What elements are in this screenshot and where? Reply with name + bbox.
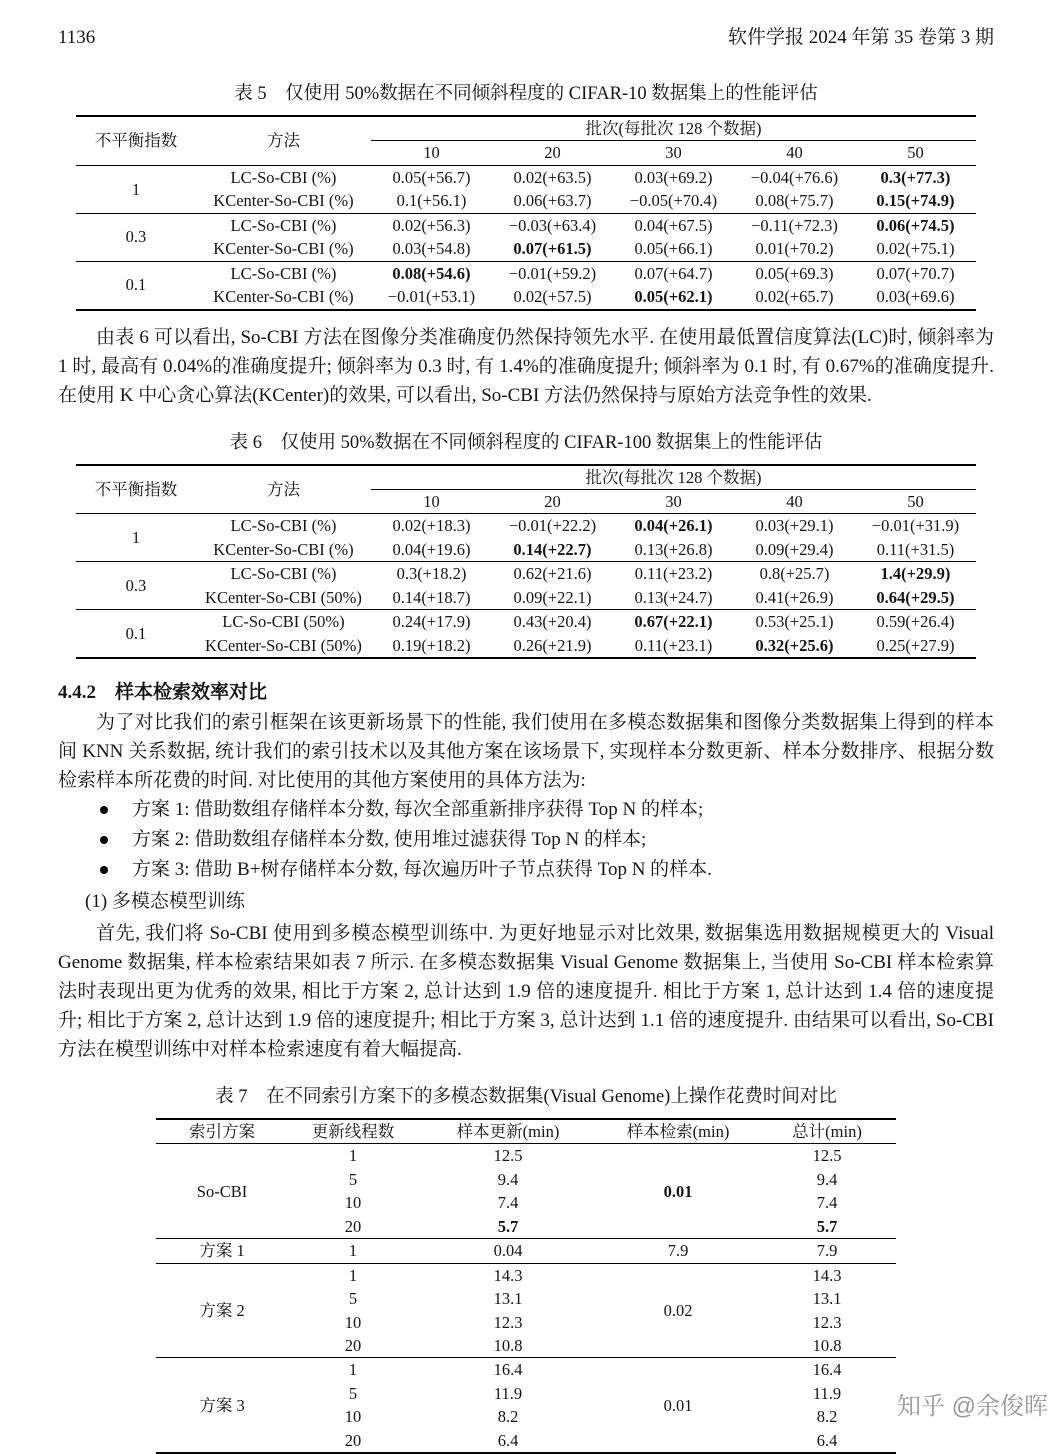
value-cell: 0.01(+70.2) bbox=[755, 239, 834, 259]
update-cell: 16.4 bbox=[418, 1358, 598, 1382]
value-cell: 0.09(+29.4) bbox=[755, 539, 834, 559]
col-header-batch: 20 bbox=[492, 141, 613, 165]
value-cell: 0.11(+23.1) bbox=[613, 634, 734, 658]
method-cell: LC-So-CBI (%) bbox=[196, 261, 371, 285]
total-cell: 10.8 bbox=[812, 1335, 842, 1355]
bullet-text: 方案 2: 借助数组存储样本分数, 使用堆过滤获得 Top N 的样本; bbox=[132, 829, 647, 850]
table-row bbox=[76, 237, 976, 261]
value-cell: 0.3(+18.2) bbox=[371, 562, 492, 586]
table-row bbox=[156, 1144, 896, 1168]
update-cell: 12.3 bbox=[493, 1312, 523, 1332]
threads-cell: 10 bbox=[344, 1407, 362, 1427]
value-cell: 0.09(+22.1) bbox=[513, 587, 592, 607]
col-header-batch: 20 bbox=[492, 489, 613, 513]
list-item bbox=[58, 795, 994, 825]
col-header-imbalance: 不平衡指数 bbox=[76, 116, 196, 165]
col-header-batch-group: 批次(每批次 128 个数据) bbox=[371, 116, 976, 141]
value-cell: 0.15(+74.9) bbox=[876, 191, 955, 211]
scheme-cell: 方案 2 bbox=[156, 1263, 288, 1358]
scheme-cell: 方案 3 bbox=[156, 1358, 288, 1453]
value-cell: 0.05(+62.1) bbox=[613, 285, 734, 309]
imbalance-cell: 0.1 bbox=[76, 261, 196, 309]
value-cell: 0.43(+20.4) bbox=[492, 610, 613, 634]
threads-cell: 5 bbox=[348, 1289, 358, 1309]
col-header-batch: 40 bbox=[734, 141, 855, 165]
threads-cell: 20 bbox=[344, 1335, 362, 1355]
update-cell: 0.04 bbox=[418, 1239, 598, 1263]
total-cell: 7.4 bbox=[816, 1193, 838, 1213]
update-cell: 6.4 bbox=[418, 1429, 598, 1453]
table6-caption: 表 6 仅使用 50%数据在不同倾斜程度的 CIFAR-100 数据集上的性能评估 bbox=[229, 432, 823, 453]
total-cell: 12.5 bbox=[812, 1146, 842, 1166]
method-cell: KCenter-So-CBI (%) bbox=[213, 239, 354, 259]
total-cell: 11.9 bbox=[812, 1383, 842, 1403]
method-cell: LC-So-CBI (%) bbox=[196, 562, 371, 586]
update-cell: 11.9 bbox=[493, 1383, 523, 1403]
method-cell: KCenter-So-CBI (50%) bbox=[205, 587, 362, 607]
table7-caption: 表 7 在不同索引方案下的多模态数据集(Visual Genome)上操作花费时间对比 bbox=[215, 1087, 837, 1107]
imbalance-cell: 0.3 bbox=[76, 213, 196, 261]
total-cell: 13.1 bbox=[812, 1289, 842, 1309]
value-cell: 0.14(+22.7) bbox=[513, 539, 592, 559]
threads-cell: 20 bbox=[288, 1429, 418, 1453]
table-header-row bbox=[76, 465, 976, 490]
threads-cell: 1 bbox=[288, 1358, 418, 1382]
value-cell: 0.06(+63.7) bbox=[513, 191, 592, 211]
table-row bbox=[76, 562, 976, 586]
value-cell: 0.07(+64.7) bbox=[613, 261, 734, 285]
value-cell: 0.14(+18.7) bbox=[392, 587, 471, 607]
value-cell: −0.03(+63.4) bbox=[492, 213, 613, 237]
value-cell: 0.53(+25.1) bbox=[734, 610, 855, 634]
threads-cell: 5 bbox=[348, 1169, 358, 1189]
imbalance-cell: 0.3 bbox=[76, 562, 196, 610]
total-cell: 5.7 bbox=[816, 1216, 838, 1236]
col-header-update: 样本更新(min) bbox=[418, 1119, 598, 1144]
table-header-row bbox=[76, 116, 976, 141]
method-cell: LC-So-CBI (%) bbox=[230, 516, 337, 536]
col-header-batch: 40 bbox=[734, 489, 855, 513]
col-header-threads: 更新线程数 bbox=[288, 1119, 418, 1144]
section-442-body: 首先, 我们将 So-CBI 使用到多模态模型训练中. 为更好地显示对比效果, 数据集选用数据规模更大的 Visual Genome 数据集, 样本检索结果如表 7 所示. 在多模态数据集 Visual Genome 数据集上, 当使用 So-CBI 样本检索算法时表现出更为优秀的效果, 相比于方案 2, 总计达到 1.9 倍的速度提升. 相比于方案 1, 总计达到 1.4 倍的速度提升; 相比于方案 2, 总计达到 1.9 倍的速度提升; 相比于方案 3, 总计达到 1.1 倍的速度提升. 由结果可以看出, So-CBI 方法在模型训练中对样本检索速度有着大幅提高. bbox=[58, 923, 994, 1060]
threads-cell: 1 bbox=[288, 1263, 418, 1287]
table-row bbox=[156, 1263, 896, 1287]
section-heading-442: 4.4.2 样本检索效率对比 bbox=[58, 682, 268, 703]
col-header-batch: 50 bbox=[855, 489, 976, 513]
col-header-batch-group: 批次(每批次 128 个数据) bbox=[371, 465, 976, 490]
value-cell: 0.07(+70.7) bbox=[855, 261, 976, 285]
update-cell: 14.3 bbox=[418, 1263, 598, 1287]
col-header-batch: 10 bbox=[371, 489, 492, 513]
imbalance-cell: 1 bbox=[131, 179, 141, 199]
total-cell: 12.3 bbox=[812, 1312, 842, 1332]
total-cell: 8.2 bbox=[816, 1407, 838, 1427]
value-cell: 0.08(+54.6) bbox=[371, 261, 492, 285]
table5-caption: 表 5 仅使用 50%数据在不同倾斜程度的 CIFAR-10 数据集上的性能评估 bbox=[234, 84, 818, 104]
value-cell: 0.08(+75.7) bbox=[755, 191, 834, 211]
running-head bbox=[58, 22, 994, 49]
value-cell: 0.02(+75.1) bbox=[876, 239, 955, 259]
retrieval-cell: 0.01 bbox=[598, 1358, 758, 1453]
table-row bbox=[156, 1358, 896, 1382]
value-cell: −0.11(+72.3) bbox=[734, 213, 855, 237]
threads-cell: 10 bbox=[344, 1193, 362, 1213]
method-cell: KCenter-So-CBI (%) bbox=[213, 539, 354, 559]
table7 bbox=[156, 1118, 896, 1454]
table-row bbox=[76, 261, 976, 285]
value-cell: 0.13(+26.8) bbox=[634, 539, 713, 559]
value-cell: 0.02(+18.3) bbox=[392, 516, 471, 536]
value-cell: 0.05(+56.7) bbox=[392, 167, 471, 187]
scheme-cell: So-CBI bbox=[196, 1181, 248, 1201]
value-cell: −0.01(+53.1) bbox=[371, 285, 492, 309]
imbalance-cell: 0.1 bbox=[76, 610, 196, 658]
table-row bbox=[76, 285, 976, 309]
list-item bbox=[58, 855, 994, 885]
table5 bbox=[76, 115, 976, 311]
table-row bbox=[76, 538, 976, 562]
table-row bbox=[76, 213, 976, 237]
page-number: 1136 bbox=[58, 27, 96, 48]
total-cell: 7.9 bbox=[758, 1239, 896, 1263]
discussion-paragraph: 由表 6 可以看出, So-CBI 方法在图像分类准确度仍然保持领先水平. 在使用最低置信度算法(LC)时, 倾斜率为 1 时, 最高有 0.04%的准确度提升; 倾斜率为 0.3 时, 有 1.4%的准确度提升; 倾斜率为 0.1 时, 有 0.67%的准确度提升. 在使用 K 中心贪心算法(KCenter)的效果, 可以看出, So-CBI 方法仍然保持与原始方法竞争性的效果. bbox=[58, 326, 994, 406]
table-header-row bbox=[156, 1119, 896, 1144]
value-cell: 0.1(+56.1) bbox=[396, 191, 467, 211]
value-cell: 0.67(+22.1) bbox=[613, 610, 734, 634]
col-header-scheme: 索引方案 bbox=[156, 1119, 288, 1144]
col-header-method: 方法 bbox=[196, 465, 371, 514]
value-cell: 0.04(+26.1) bbox=[634, 516, 713, 536]
col-header-batch: 50 bbox=[855, 141, 976, 165]
total-cell: 16.4 bbox=[758, 1358, 896, 1382]
table-row bbox=[76, 189, 976, 213]
value-cell: 0.02(+57.5) bbox=[492, 285, 613, 309]
retrieval-cell: 7.9 bbox=[598, 1239, 758, 1263]
update-cell: 13.1 bbox=[493, 1289, 523, 1309]
table-row bbox=[76, 634, 976, 658]
table-row bbox=[156, 1239, 896, 1263]
imbalance-cell: 1 bbox=[131, 528, 141, 548]
threads-cell: 1 bbox=[288, 1239, 418, 1263]
journal-title: 软件学报 2024 年第 35 卷第 3 期 bbox=[727, 27, 994, 48]
bullet-icon bbox=[100, 806, 108, 814]
col-header-method: 方法 bbox=[196, 116, 371, 165]
value-cell: 0.02(+56.3) bbox=[371, 213, 492, 237]
threads-cell: 1 bbox=[348, 1146, 358, 1166]
value-cell: 0.04(+67.5) bbox=[613, 213, 734, 237]
value-cell: 0.11(+31.5) bbox=[876, 539, 955, 559]
table-row bbox=[76, 610, 976, 634]
value-cell: 0.13(+24.7) bbox=[634, 587, 713, 607]
total-cell: 14.3 bbox=[758, 1263, 896, 1287]
value-cell: 0.8(+25.7) bbox=[734, 562, 855, 586]
method-cell: KCenter-So-CBI (%) bbox=[213, 191, 354, 211]
update-cell: 10.8 bbox=[493, 1335, 523, 1355]
value-cell: 0.05(+66.1) bbox=[634, 239, 713, 259]
value-cell: 0.41(+26.9) bbox=[755, 587, 834, 607]
threads-cell: 10 bbox=[344, 1312, 362, 1332]
table6 bbox=[76, 464, 976, 660]
value-cell: 0.03(+54.8) bbox=[392, 239, 471, 259]
table-row bbox=[76, 586, 976, 610]
method-cell: KCenter-So-CBI (50%) bbox=[196, 634, 371, 658]
retrieval-cell: 0.01 bbox=[663, 1181, 693, 1201]
value-cell: 0.07(+61.5) bbox=[513, 239, 592, 259]
total-cell: 9.4 bbox=[816, 1169, 838, 1189]
value-cell: 0.04(+19.6) bbox=[392, 539, 471, 559]
table-row bbox=[76, 514, 976, 538]
value-cell: 1.4(+29.9) bbox=[855, 562, 976, 586]
list-item bbox=[58, 825, 994, 855]
value-cell: −0.04(+76.6) bbox=[750, 167, 839, 187]
value-cell: 0.24(+17.9) bbox=[371, 610, 492, 634]
col-header-imbalance: 不平衡指数 bbox=[76, 465, 196, 514]
method-cell: LC-So-CBI (%) bbox=[230, 167, 337, 187]
table-row bbox=[76, 165, 976, 189]
bullet-icon bbox=[100, 866, 108, 874]
value-cell: 0.06(+74.5) bbox=[855, 213, 976, 237]
update-cell: 5.7 bbox=[497, 1216, 519, 1236]
value-cell: 0.32(+25.6) bbox=[734, 634, 855, 658]
value-cell: 0.62(+21.6) bbox=[492, 562, 613, 586]
value-cell: 0.02(+63.5) bbox=[513, 167, 592, 187]
section-442-intro: 为了对比我们的索引框架在该更新场景下的性能, 我们使用在多模态数据集和图像分类数据集上得到的样本间 KNN 关系数据, 统计我们的索引技术以及其他方案在该场景下, 实现样本分数更新、样本分数排序、根据分数检索样本所花费的时间. 对比使用的其他方案使用的具体方法为: bbox=[58, 712, 994, 791]
value-cell: 0.11(+23.2) bbox=[613, 562, 734, 586]
col-header-retrieval: 样本检索(min) bbox=[598, 1119, 758, 1144]
value-cell: −0.01(+31.9) bbox=[871, 516, 960, 536]
update-cell: 7.4 bbox=[497, 1193, 519, 1213]
value-cell: 0.03(+69.2) bbox=[634, 167, 713, 187]
update-cell: 9.4 bbox=[497, 1169, 519, 1189]
value-cell: 0.03(+69.6) bbox=[855, 285, 976, 309]
bullet-text: 方案 3: 借助 B+树存储样本分数, 每次遍历叶子节点获得 Top N 的样本. bbox=[132, 859, 712, 880]
method-cell: LC-So-CBI (50%) bbox=[196, 610, 371, 634]
value-cell: 0.3(+77.3) bbox=[880, 167, 951, 187]
threads-cell: 20 bbox=[344, 1216, 362, 1236]
value-cell: 0.19(+18.2) bbox=[371, 634, 492, 658]
value-cell: 0.59(+26.4) bbox=[855, 610, 976, 634]
col-header-batch: 10 bbox=[371, 141, 492, 165]
bullet-icon bbox=[100, 836, 108, 844]
value-cell: 0.05(+69.3) bbox=[734, 261, 855, 285]
sub-heading-multimodal: (1) 多模态模型训练 bbox=[85, 891, 245, 912]
threads-cell: 5 bbox=[348, 1383, 358, 1403]
value-cell: 0.64(+29.5) bbox=[876, 587, 955, 607]
bullet-text: 方案 1: 借助数组存储样本分数, 每次全部重新排序获得 Top N 的样本; bbox=[132, 799, 704, 820]
update-cell: 8.2 bbox=[497, 1407, 519, 1427]
col-header-batch: 30 bbox=[613, 489, 734, 513]
col-header-batch: 30 bbox=[613, 141, 734, 165]
retrieval-cell: 0.02 bbox=[598, 1263, 758, 1358]
zhihu-watermark: 知乎 @余俊晖 bbox=[896, 1393, 1048, 1420]
update-cell: 12.5 bbox=[493, 1146, 523, 1166]
method-cell: LC-So-CBI (%) bbox=[196, 213, 371, 237]
scheme-cell: 方案 1 bbox=[156, 1239, 288, 1263]
method-cell: KCenter-So-CBI (%) bbox=[196, 285, 371, 309]
value-cell: −0.01(+59.2) bbox=[492, 261, 613, 285]
value-cell: 0.26(+21.9) bbox=[492, 634, 613, 658]
value-cell: 0.03(+29.1) bbox=[755, 516, 834, 536]
col-header-total: 总计(min) bbox=[758, 1119, 896, 1144]
value-cell: −0.01(+22.2) bbox=[508, 516, 597, 536]
value-cell: 0.02(+65.7) bbox=[734, 285, 855, 309]
total-cell: 6.4 bbox=[758, 1429, 896, 1453]
value-cell: 0.25(+27.9) bbox=[855, 634, 976, 658]
value-cell: −0.05(+70.4) bbox=[629, 191, 718, 211]
